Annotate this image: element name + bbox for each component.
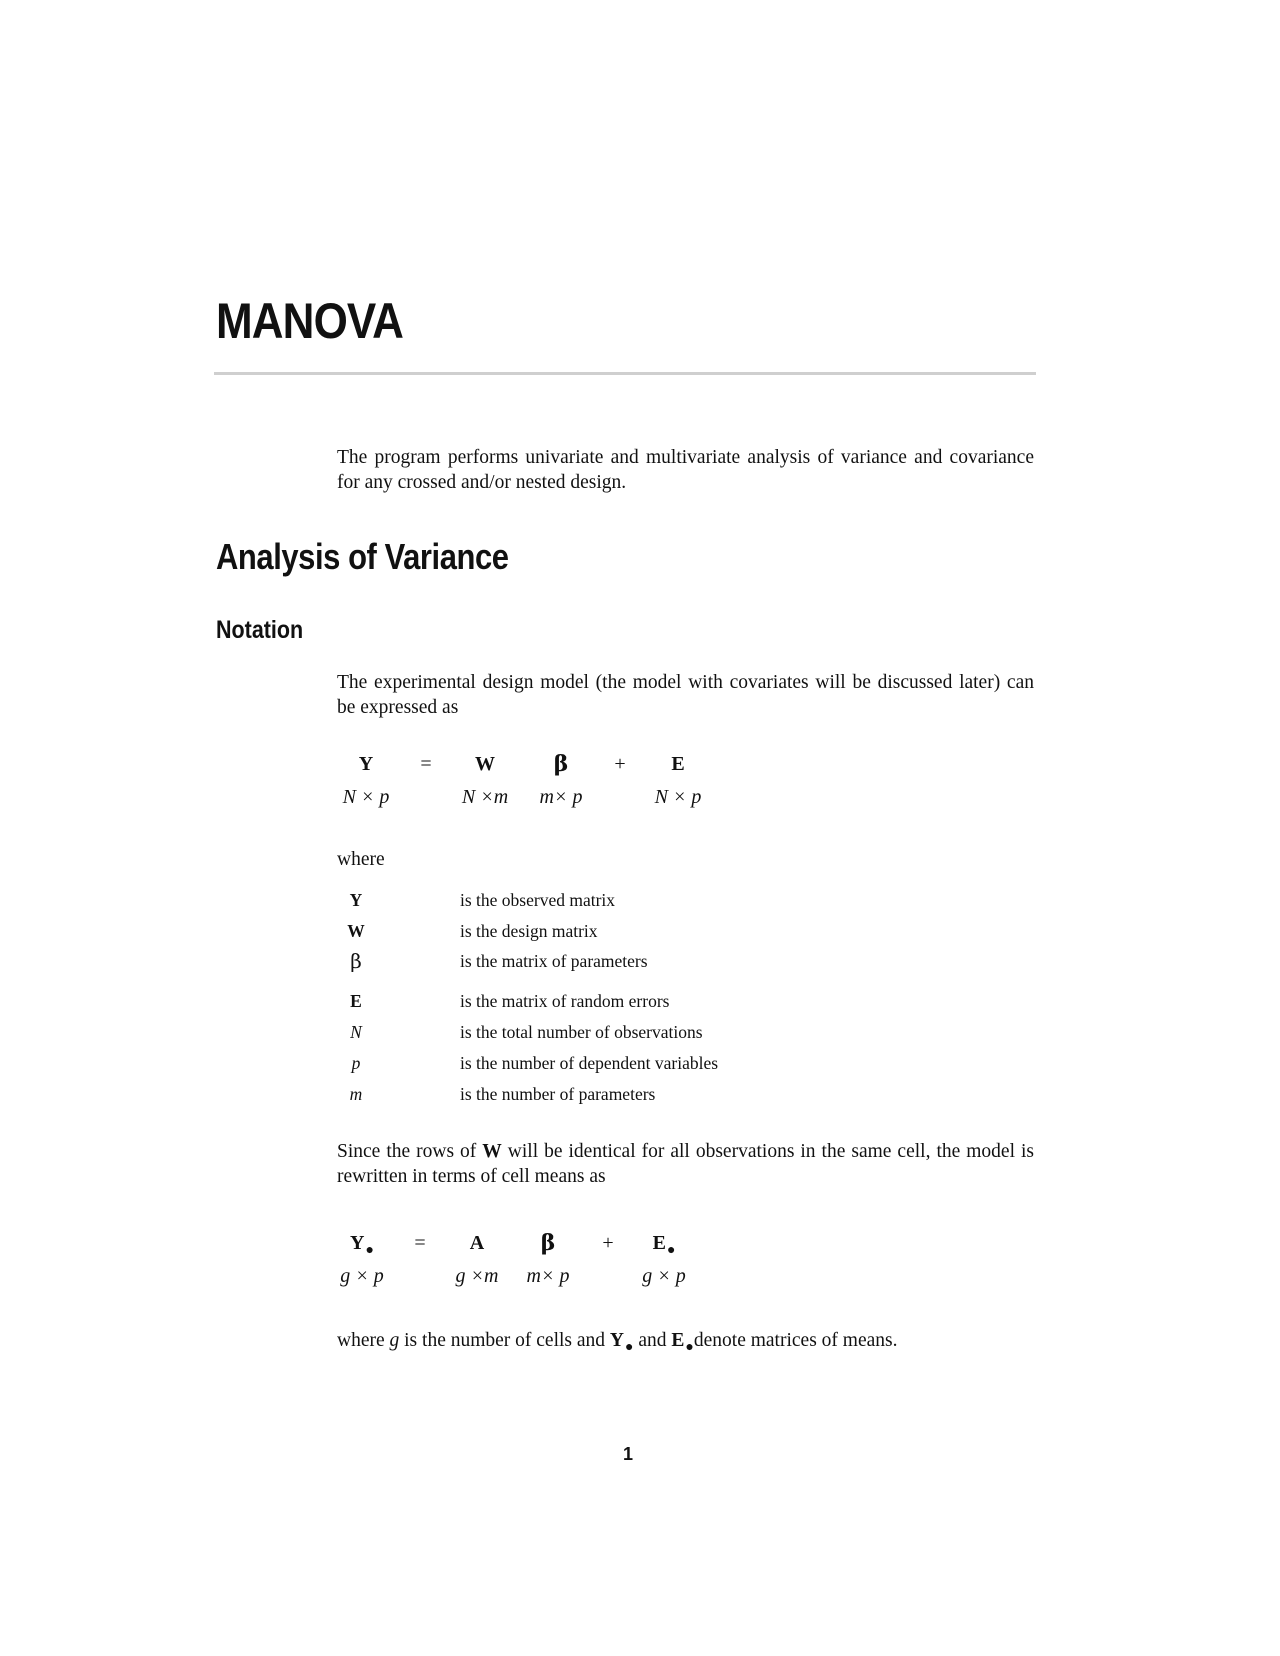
since-paragraph bbox=[337, 1139, 1034, 1189]
closing-y-dot: ● bbox=[625, 1340, 634, 1355]
since-text-part2: will be identical for all observations in the same cell, the model is rewritten in terms of cell means as bbox=[337, 1141, 1034, 1187]
definition-term: E bbox=[350, 991, 362, 1011]
definition-row bbox=[336, 1022, 1036, 1052]
eq2-dim-a: g ×m bbox=[455, 1265, 499, 1287]
eq1-dim-beta: m× p bbox=[539, 786, 583, 808]
closing-and: and bbox=[633, 1330, 672, 1351]
eq1-dim-y: N × p bbox=[342, 786, 390, 808]
closing-y-letter: Y bbox=[609, 1330, 625, 1351]
closing-y bbox=[609, 1330, 634, 1355]
definition-row bbox=[336, 951, 1036, 981]
since-text-bold: W bbox=[482, 1141, 502, 1162]
eq2-beta: β bbox=[540, 1230, 556, 1256]
eq2-dim-beta: m× p bbox=[526, 1265, 570, 1287]
definition-row bbox=[336, 921, 1036, 951]
closing-part1: where bbox=[337, 1330, 390, 1351]
closing-e bbox=[671, 1330, 694, 1355]
eq1-plus: + bbox=[614, 753, 626, 775]
definition-term: m bbox=[349, 1084, 363, 1104]
eq2-y-dot: ● bbox=[365, 1243, 374, 1258]
closing-e-dot: ● bbox=[685, 1340, 694, 1355]
eq1-beta: β bbox=[553, 751, 569, 777]
subsection-heading: Notation bbox=[216, 616, 304, 644]
definition-row bbox=[336, 1084, 1036, 1114]
definition-desc: is the matrix of parameters bbox=[460, 951, 648, 971]
definition-desc: is the design matrix bbox=[460, 921, 598, 941]
model-intro-paragraph: The experimental design model (the model with covariates will be discussed later) can be expressed as bbox=[337, 672, 1034, 718]
since-text-part1: Since the rows of bbox=[337, 1141, 483, 1162]
eq2-e bbox=[644, 1232, 684, 1258]
definition-term: W bbox=[347, 921, 365, 941]
definition-desc: is the matrix of random errors bbox=[460, 991, 670, 1011]
eq2-plus: + bbox=[602, 1232, 614, 1254]
page-number: 1 bbox=[622, 1444, 633, 1464]
eq1-equals: = bbox=[420, 753, 432, 775]
closing-e-letter: E bbox=[671, 1330, 685, 1351]
eq2-equals: = bbox=[414, 1232, 426, 1254]
title-divider bbox=[214, 372, 1036, 375]
closing-sentence bbox=[337, 1328, 1137, 1355]
eq2-dim-e: g × p bbox=[642, 1265, 686, 1287]
definition-term: p bbox=[351, 1053, 361, 1073]
eq1-e: E bbox=[671, 753, 685, 775]
eq1-dim-w: N ×m bbox=[461, 786, 509, 808]
eq2-e-dot: ● bbox=[666, 1243, 676, 1258]
eq2-a: A bbox=[469, 1232, 485, 1254]
closing-g: g bbox=[389, 1330, 400, 1351]
where-label: where bbox=[337, 849, 385, 870]
definition-term: N bbox=[350, 1022, 362, 1042]
definition-row bbox=[336, 1053, 1036, 1083]
eq1-dim-e: N × p bbox=[654, 786, 702, 808]
definition-desc: is the number of dependent variables bbox=[460, 1053, 719, 1073]
intro-paragraph: The program performs univariate and multivariate analysis of variance and covariance for any crossed and/or nested design. bbox=[337, 447, 1034, 493]
definition-term: Y bbox=[349, 890, 363, 910]
eq1-y: Y bbox=[358, 753, 374, 775]
page-title: MANOVA bbox=[216, 293, 404, 349]
definition-desc: is the observed matrix bbox=[460, 890, 616, 910]
definition-term: β bbox=[350, 949, 362, 973]
eq2-e-letter: E bbox=[652, 1232, 666, 1254]
definition-row bbox=[336, 890, 1036, 920]
section-heading: Analysis of Variance bbox=[216, 536, 509, 577]
eq2-y bbox=[342, 1232, 382, 1258]
definition-desc: is the total number of observations bbox=[460, 1022, 703, 1042]
definition-desc: is the number of parameters bbox=[460, 1084, 656, 1104]
eq2-dim-y: g × p bbox=[340, 1265, 384, 1287]
definition-row bbox=[336, 991, 1036, 1021]
eq1-w: W bbox=[475, 753, 495, 775]
closing-part3: denote matrices of means. bbox=[693, 1330, 898, 1351]
closing-part2: is the number of cells and bbox=[399, 1330, 610, 1351]
eq2-y-letter: Y bbox=[350, 1232, 365, 1254]
